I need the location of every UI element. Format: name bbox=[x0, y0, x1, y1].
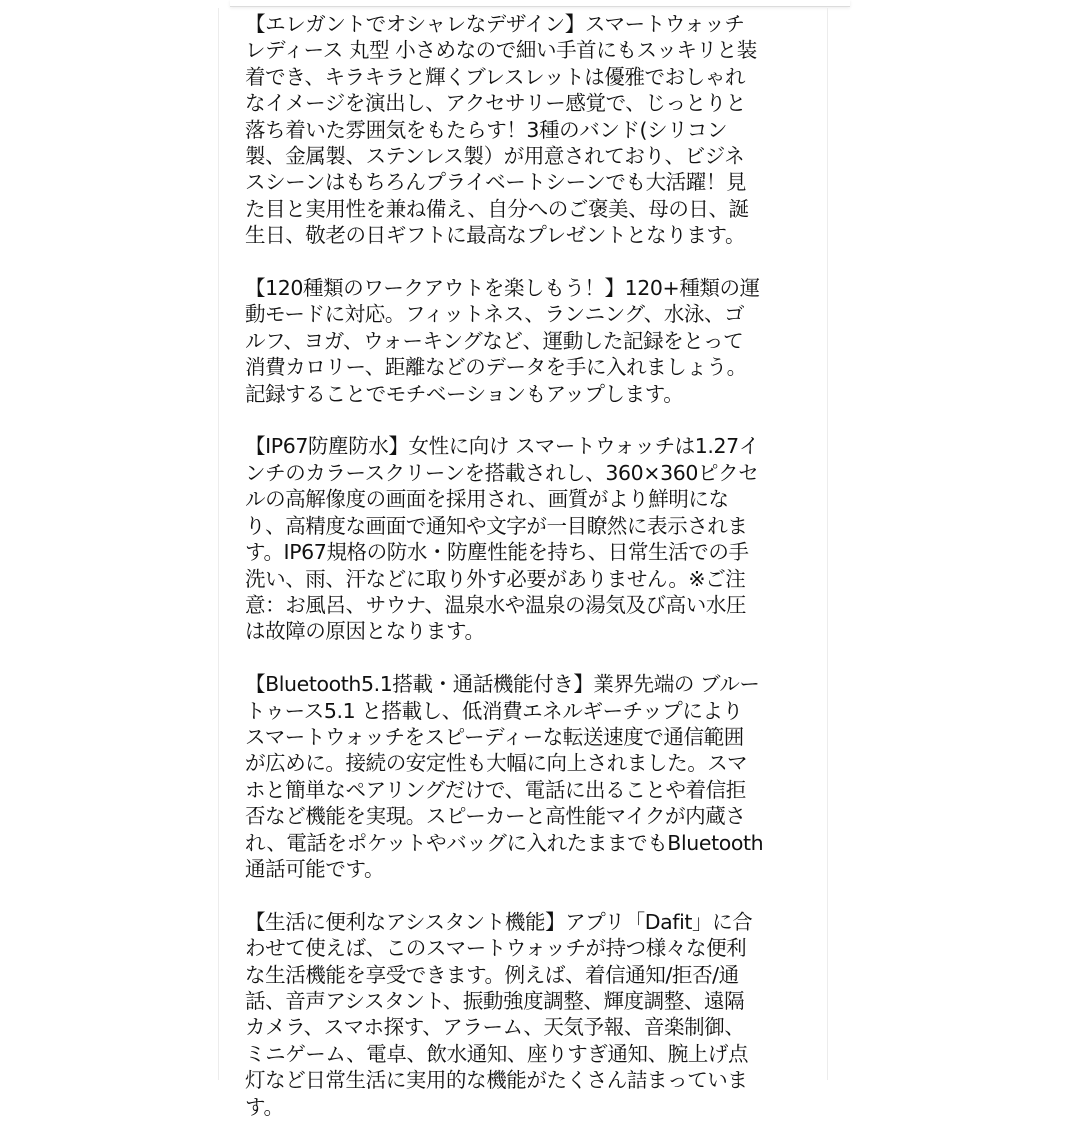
top-divider bbox=[230, 0, 850, 7]
paragraph-waterproof: 【IP67防塵防水】女性に向け スマートウォッチは1.27イ ンチのカラースクリーンを搭載されし、360×360ピクセ ルの高解像度の画面を採用され、画質がより鮮明にな り、高精度な画面で通知や文字が一目瞭然に表示されま す。IP67規格の防水・防塵性能を持ち、日常生活での手 洗い、雨、汗などに取り外す必要がありません。※ご注 意：お風呂、サウナ、温泉水や温泉の湯気及び高い水圧 は故障の原因となります。 bbox=[245, 434, 759, 644]
description-text-block bbox=[245, 11, 797, 1146]
paragraph-design: 【エレガントでオシャレなデザイン】スマートウォッチ レディース 丸型 小さめなので細い手首にもスッキリと装 着でき、キラキラと輝くブレスレットは優雅でおしゃれ なイメージを演出し、アクセサリー感覚で、じっとりと 落ち着いた雰囲気をもたらす！3種のバンド(シリコン 製、金属製、ステンレス製）が用意されており、ビジネ スシーンはもちろんプライベートシーンでも大活躍！見 た目と実用性を兼ね備え、自分へのご褒美、母の日、誕 生日、敬老の日ギフトに最高なプレゼントとなります。 bbox=[245, 12, 757, 248]
paragraph-bluetooth: 【Bluetooth5.1搭載・通話機能付き】業界先端の ブルー トゥース5.1 と搭載し、低消費エネルギーチップにより スマートウォッチをスピーディーな転送速度で通信範囲 が広めに。接続の安定性も大幅に向上されました。スマ ホと簡単なペアリングだけで、電話に出ることや着信拒 否など機能を実現。スピーカーと高性能マイクが内蔵さ れ、電話をポケットやバッグに入れたままでもBluetooth 通話可能です。 bbox=[245, 672, 764, 881]
paragraph-assistant: 【生活に便利なアシスタント機能】アプリ「Dafit」に合 わせて使えば、このスマートウォッチが持つ様々な便利 な生活機能を享受できます。例えば、着信通知/拒否/通 話、音声アシスタント、振動強度調整、輝度調整、遠隔 カメラ、スマホ探す、アラーム、天気予報、音楽制御、 ミニゲーム、電卓、飲水通知、座りすぎ通知、腕上げ点 灯など日常生活に実用的な機能がたくさん詰まっていま す。 bbox=[245, 909, 753, 1119]
product-description-page bbox=[218, 8, 828, 1119]
paragraph-workout: 【120種類のワークアウトを楽しもう！】120+種類の運 動モードに対応。フィットネス、ランニング、水泳、ゴ ルフ、ヨガ、ウォーキングなど、運動した記録をとって 消費カロリー、距離などのデータを手に入れましょう。 記録することでモチベーションもアップします。 bbox=[245, 276, 760, 406]
